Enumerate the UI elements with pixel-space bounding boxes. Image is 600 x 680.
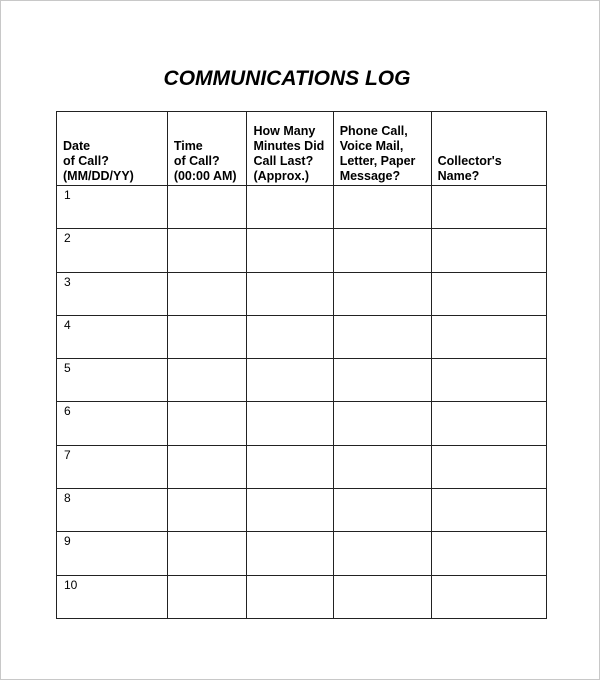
entry-cell[interactable] [431, 402, 546, 445]
column-header: How Many Minutes Did Call Last? (Approx.) [247, 112, 333, 186]
table-header-row [57, 112, 547, 186]
row-number-cell: 1 [57, 186, 168, 229]
table-row [57, 315, 547, 358]
table-row [57, 229, 547, 272]
table-row [57, 272, 547, 315]
row-number-cell: 7 [57, 445, 168, 488]
page-title: COMMUNICATIONS LOG [163, 67, 411, 90]
entry-cell[interactable] [167, 229, 247, 272]
entry-cell[interactable] [333, 489, 431, 532]
table-row [57, 359, 547, 402]
row-number-cell: 10 [57, 575, 168, 618]
row-number-cell: 8 [57, 489, 168, 532]
entry-cell[interactable] [167, 445, 247, 488]
table-row [57, 532, 547, 575]
entry-cell[interactable] [333, 315, 431, 358]
column-header: Phone Call, Voice Mail, Letter, Paper Message? [333, 112, 431, 186]
entry-cell[interactable] [431, 575, 546, 618]
entry-cell[interactable] [167, 575, 247, 618]
communications-log-table [56, 111, 547, 619]
entry-cell[interactable] [167, 315, 247, 358]
entry-cell[interactable] [247, 359, 333, 402]
entry-cell[interactable] [247, 186, 333, 229]
column-header: Collector's Name? [431, 112, 546, 186]
entry-cell[interactable] [167, 402, 247, 445]
entry-cell[interactable] [247, 575, 333, 618]
table-row [57, 402, 547, 445]
entry-cell[interactable] [247, 272, 333, 315]
entry-cell[interactable] [167, 359, 247, 402]
column-header: Time of Call? (00:00 AM) [167, 112, 247, 186]
table-row [57, 445, 547, 488]
row-number-cell: 6 [57, 402, 168, 445]
entry-cell[interactable] [333, 402, 431, 445]
entry-cell[interactable] [247, 532, 333, 575]
entry-cell[interactable] [247, 489, 333, 532]
row-number-cell: 4 [57, 315, 168, 358]
row-number-cell: 2 [57, 229, 168, 272]
entry-cell[interactable] [247, 445, 333, 488]
entry-cell[interactable] [431, 532, 546, 575]
entry-cell[interactable] [333, 186, 431, 229]
table-row [57, 575, 547, 618]
entry-cell[interactable] [333, 359, 431, 402]
table-row [57, 186, 547, 229]
entry-cell[interactable] [247, 229, 333, 272]
table-row [57, 489, 547, 532]
entry-cell[interactable] [167, 272, 247, 315]
entry-cell[interactable] [167, 489, 247, 532]
entry-cell[interactable] [247, 402, 333, 445]
row-number-cell: 5 [57, 359, 168, 402]
column-header: Date of Call? (MM/DD/YY) [57, 112, 168, 186]
entry-cell[interactable] [431, 359, 546, 402]
row-number-cell: 9 [57, 532, 168, 575]
entry-cell[interactable] [333, 272, 431, 315]
entry-cell[interactable] [333, 229, 431, 272]
entry-cell[interactable] [431, 489, 546, 532]
entry-cell[interactable] [167, 532, 247, 575]
entry-cell[interactable] [431, 186, 546, 229]
entry-cell[interactable] [333, 445, 431, 488]
row-number-cell: 3 [57, 272, 168, 315]
entry-cell[interactable] [333, 575, 431, 618]
entry-cell[interactable] [431, 272, 546, 315]
entry-cell[interactable] [167, 186, 247, 229]
entry-cell[interactable] [431, 229, 546, 272]
entry-cell[interactable] [431, 315, 546, 358]
entry-cell[interactable] [333, 532, 431, 575]
entry-cell[interactable] [431, 445, 546, 488]
entry-cell[interactable] [247, 315, 333, 358]
